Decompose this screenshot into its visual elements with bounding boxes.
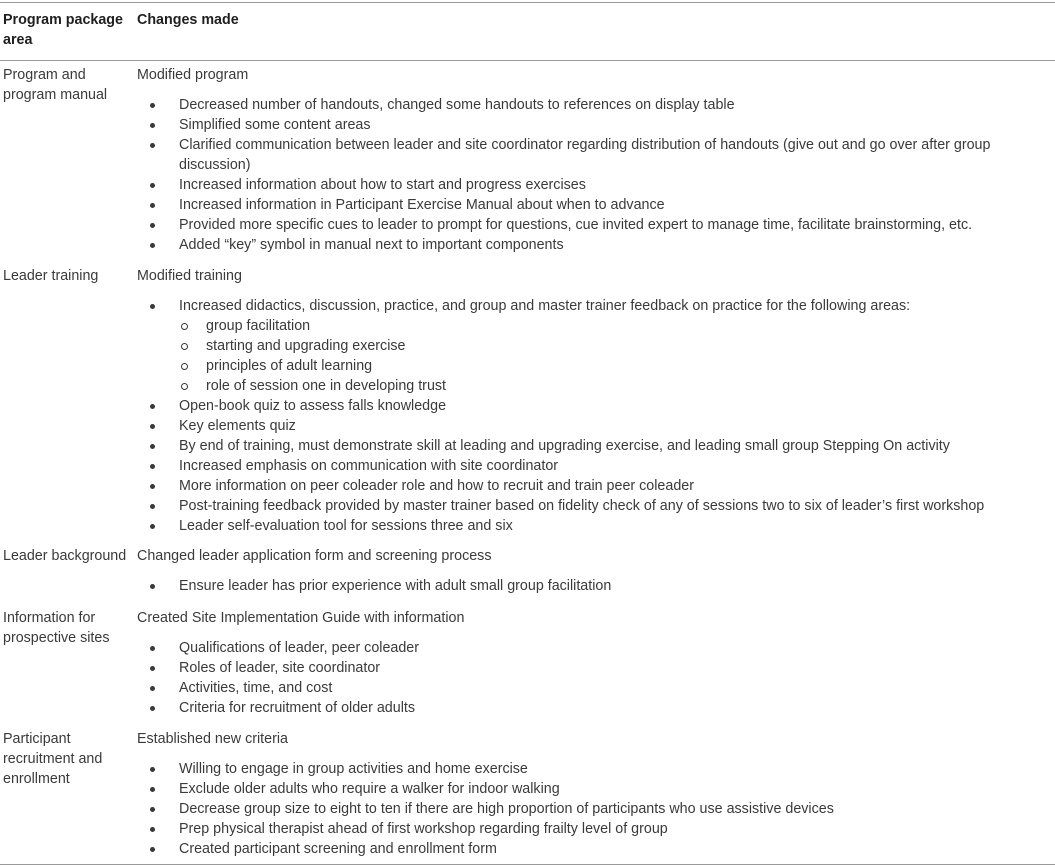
changes-cell xyxy=(137,546,1052,596)
change-item xyxy=(137,576,1052,596)
change-item xyxy=(137,476,1052,496)
change-item-text: Added “key” symbol in manual next to important components xyxy=(179,237,564,253)
change-item-text: Decrease group size to eight to ten if there are high proportion of participants who use assistive devices xyxy=(179,801,834,817)
change-item-text: Increased didactics, discussion, practice, and group and master trainer feedback on practice for the following areas: xyxy=(179,298,911,314)
change-item-text: Activities, time, and cost xyxy=(179,680,333,696)
change-item xyxy=(137,175,1052,195)
change-item-text: Willing to engage in group activities and home exercise xyxy=(179,761,528,777)
change-item xyxy=(137,779,1052,799)
change-item xyxy=(137,296,1052,396)
change-list xyxy=(137,95,1052,255)
change-item xyxy=(137,436,1052,456)
change-list xyxy=(137,576,1052,596)
change-heading: Modified program xyxy=(137,67,249,83)
program-area-label: Information for prospective sites xyxy=(3,610,110,646)
change-item-text: Increased emphasis on communication with site coordinator xyxy=(179,458,559,474)
change-item xyxy=(137,115,1052,135)
change-item xyxy=(137,839,1052,859)
change-item-text: Post-training feedback provided by master trainer based on fidelity check of any of sessions two to six of leader’s first workshop xyxy=(179,498,985,514)
change-heading: Established new criteria xyxy=(137,731,288,747)
change-item-text: Ensure leader has prior experience with adult small group facilitation xyxy=(179,578,612,594)
change-item-text: Simplified some content areas xyxy=(179,117,371,133)
sub-item: starting and upgrading exercise xyxy=(179,336,1052,356)
program-area-label: Participant recruitment and enrollment xyxy=(3,731,103,787)
change-heading: Modified training xyxy=(137,268,242,284)
sub-item: principles of adult learning xyxy=(179,356,1052,376)
change-item xyxy=(137,235,1052,255)
change-item xyxy=(137,496,1052,516)
changes-cell xyxy=(137,65,1052,255)
change-item xyxy=(137,456,1052,476)
change-item-text: Clarified communication between leader and site coordinator regarding distribution of handouts (give out and go over after group discussion) xyxy=(179,137,991,173)
change-item-text: Qualifications of leader, peer coleader xyxy=(179,640,420,656)
change-item xyxy=(137,698,1052,718)
change-item-text: Criteria for recruitment of older adults xyxy=(179,700,415,716)
change-item xyxy=(137,195,1052,215)
change-item-text: Provided more specific cues to leader to prompt for questions, cue invited expert to manage time, facilitate brainstorming, etc. xyxy=(179,217,973,233)
change-item xyxy=(137,516,1052,536)
sub-item: group facilitation xyxy=(179,316,1052,336)
change-item xyxy=(137,396,1052,416)
change-item-text: Increased information in Participant Exercise Manual about when to advance xyxy=(179,197,665,213)
change-list xyxy=(137,759,1052,859)
changes-cell xyxy=(137,608,1052,718)
change-item-text: By end of training, must demonstrate skill at leading and upgrading exercise, and leading small group Stepping On activity xyxy=(179,438,950,454)
table-top-rule xyxy=(0,2,1055,3)
change-item-text: Open-book quiz to assess falls knowledge xyxy=(179,398,447,414)
change-item-text: Decreased number of handouts, changed some handouts to references on display table xyxy=(179,97,735,113)
sub-list xyxy=(179,316,1052,396)
change-item-text: Prep physical therapist ahead of first workshop regarding frailty level of group xyxy=(179,821,668,837)
change-heading: Changed leader application form and screening process xyxy=(137,548,492,564)
change-item-text: Key elements quiz xyxy=(179,418,296,434)
change-item xyxy=(137,135,1052,175)
sub-item: role of session one in developing trust xyxy=(179,376,1052,396)
change-item xyxy=(137,819,1052,839)
change-item-text: Increased information about how to start and progress exercises xyxy=(179,177,586,193)
change-item-text: More information on peer coleader role and how to recruit and train peer coleader xyxy=(179,478,694,494)
change-item xyxy=(137,678,1052,698)
change-item xyxy=(137,658,1052,678)
program-area-label: Leader background xyxy=(3,548,127,564)
change-item xyxy=(137,215,1052,235)
change-item xyxy=(137,416,1052,436)
program-area-label: Program and program manual xyxy=(3,67,108,103)
changes-cell xyxy=(137,729,1052,859)
change-item xyxy=(137,799,1052,819)
change-heading: Created Site Implementation Guide with information xyxy=(137,610,465,626)
column-header-program-area: Program package area xyxy=(3,12,123,48)
change-list xyxy=(137,296,1052,536)
change-item-text: Created participant screening and enrollment form xyxy=(179,841,497,857)
change-item-text: Roles of leader, site coordinator xyxy=(179,660,381,676)
program-area-label: Leader training xyxy=(3,268,99,284)
header-rule xyxy=(0,60,1055,61)
column-header-changes-made: Changes made xyxy=(137,12,239,28)
change-list xyxy=(137,638,1052,718)
change-item xyxy=(137,759,1052,779)
change-item-text: Exclude older adults who require a walker for indoor walking xyxy=(179,781,560,797)
change-item xyxy=(137,95,1052,115)
change-item xyxy=(137,638,1052,658)
changes-cell xyxy=(137,266,1052,536)
change-item-text: Leader self-evaluation tool for sessions three and six xyxy=(179,518,513,534)
table-bottom-rule xyxy=(0,864,1055,865)
